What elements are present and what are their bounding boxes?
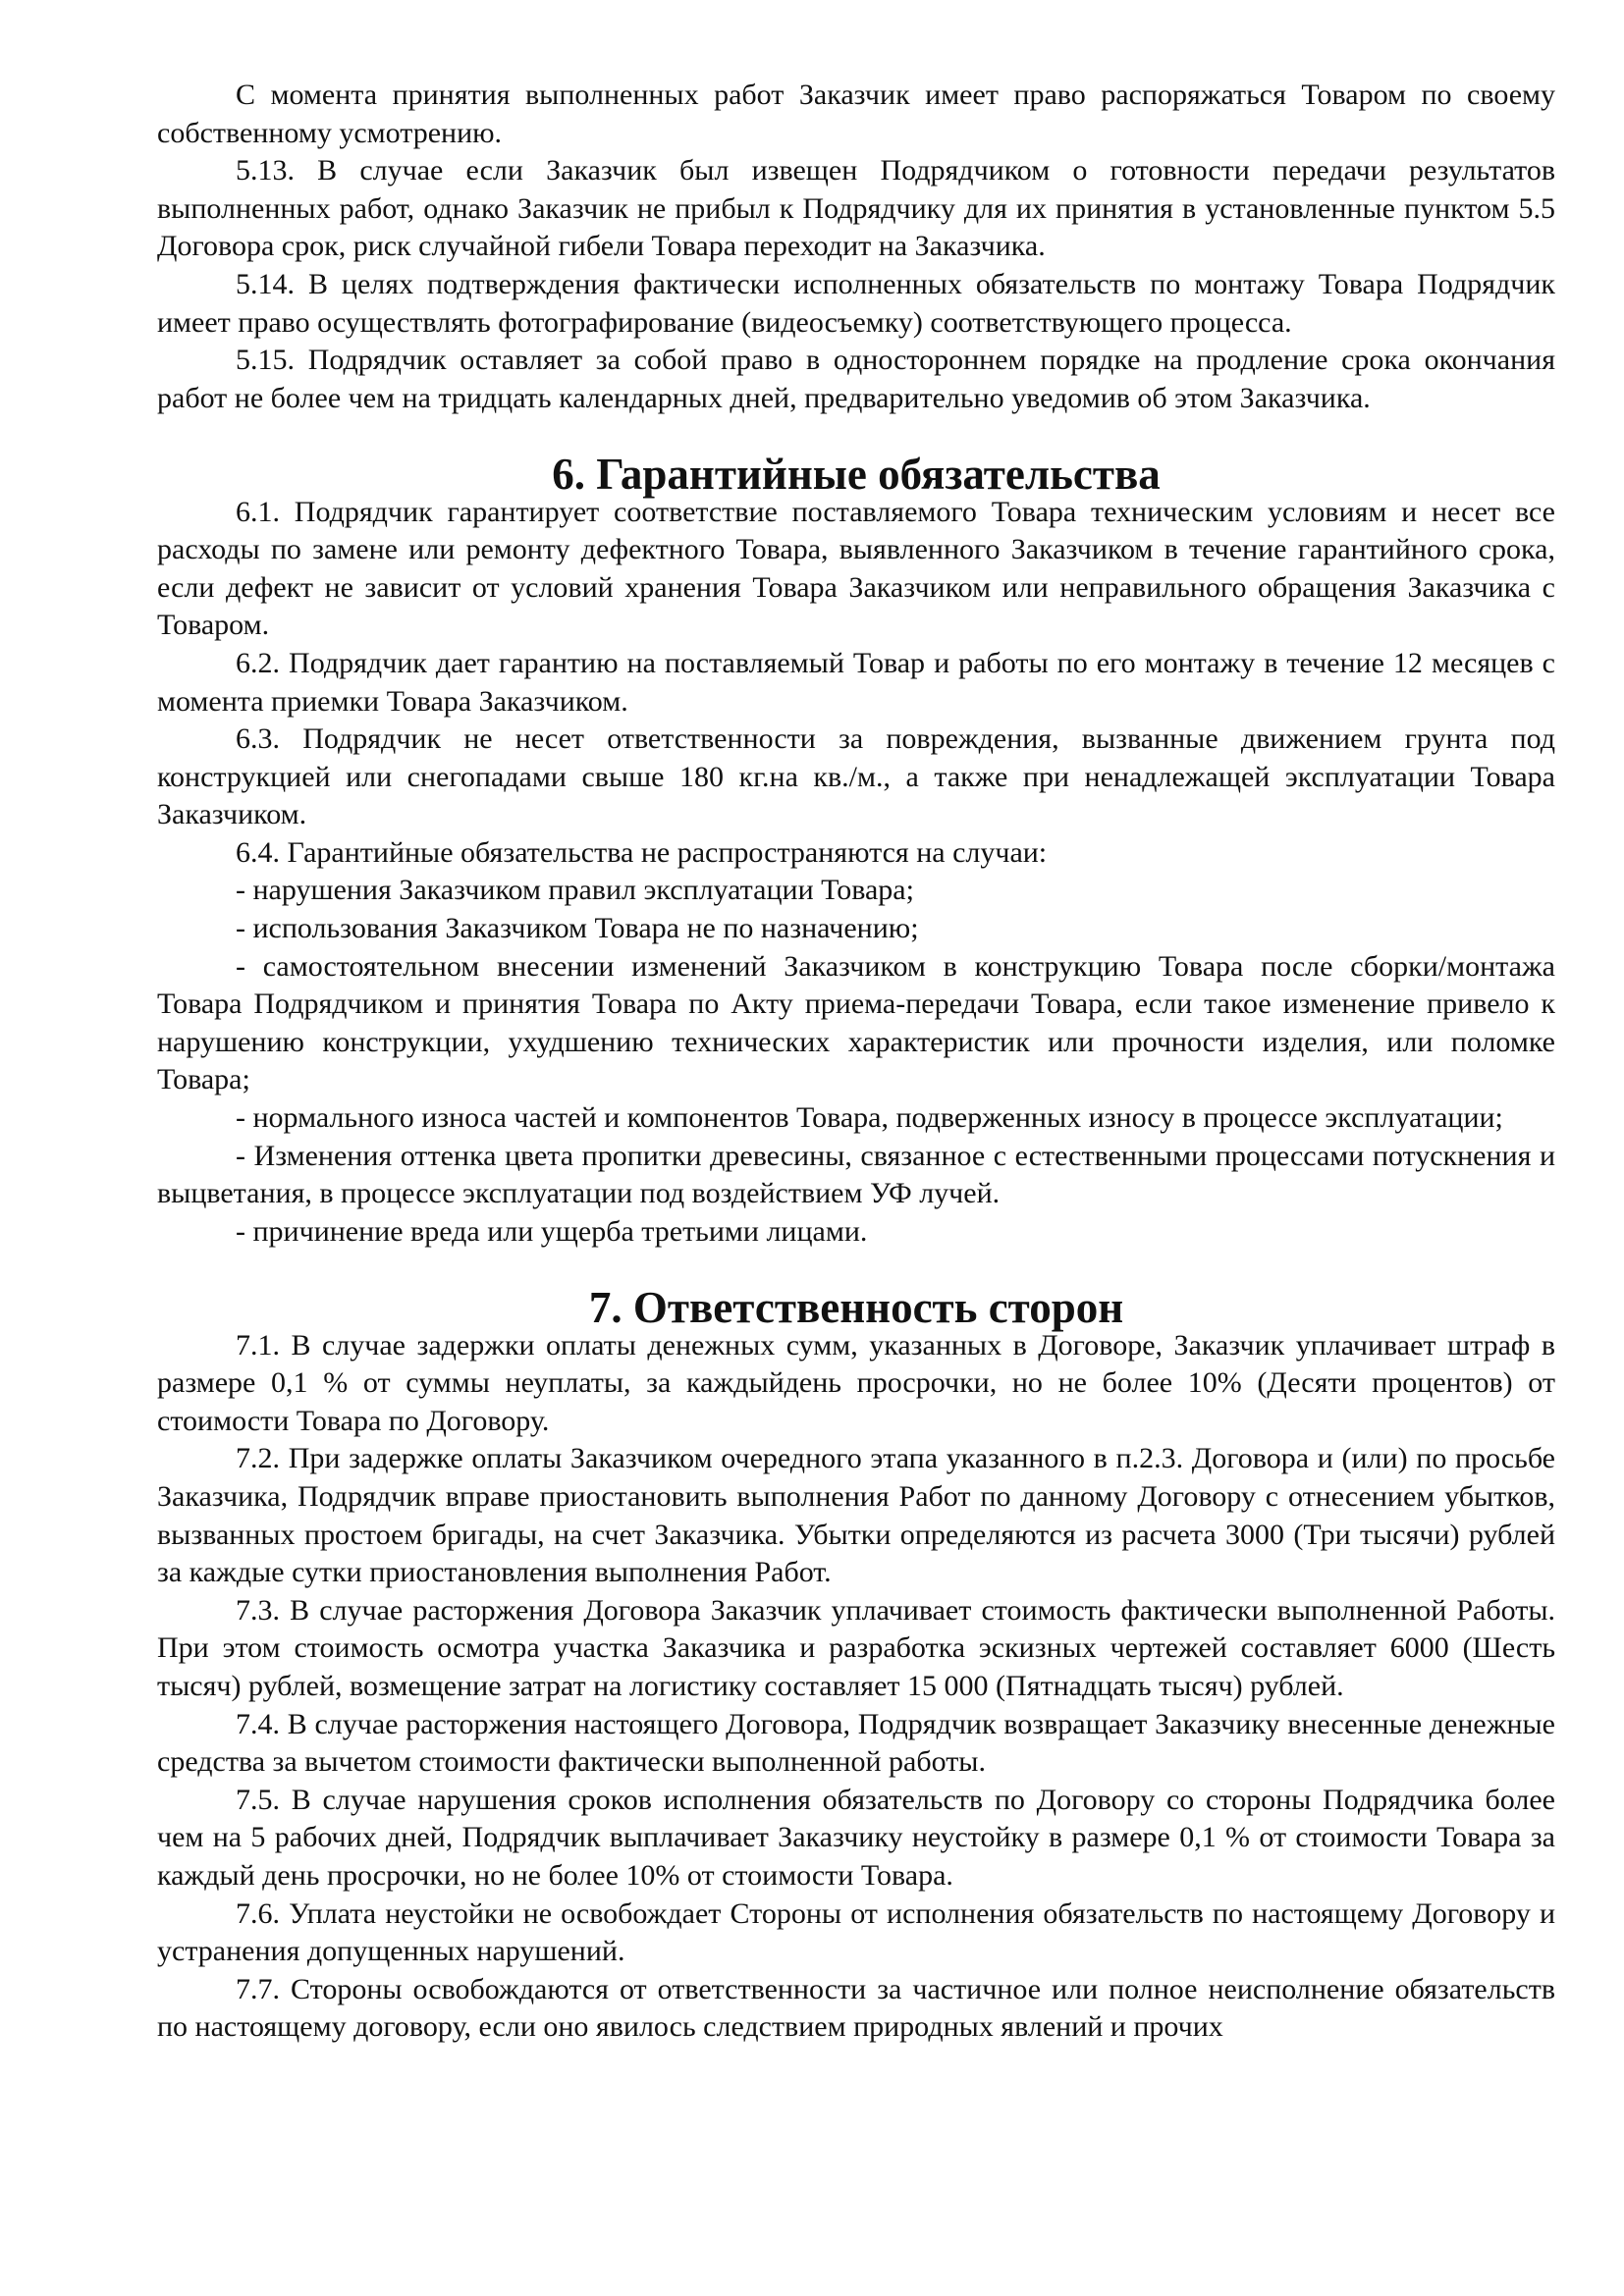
paragraph-5-14: 5.14. В целях подтверждения фактически исполненных обязательств по монтажу Товара Подрядчик имеет право осуществлять фотографирование (видеосъемку) соответствующего процесса. <box>157 267 1555 339</box>
paragraph-7-4: 7.4. В случае расторжения настоящего Договора, Подрядчик возвращает Заказчику внесенные денежные средства за вычетом стоимости фактически выполненной работы. <box>157 1707 1555 1779</box>
document-page <box>157 77 1555 2047</box>
paragraph-6-1: 6.1. Подрядчик гарантирует соответствие поставляемого Товара техническим условиям и несет все расходы по замене или ремонту дефектного Товара, выявленного Заказчиком в течение гарантийного срока, если дефект не зависит от условий хранения Товара Заказчиком или неправильного обращения Заказчика с Товаром. <box>157 495 1555 642</box>
paragraph-5-15: 5.15. Подрядчик оставляет за собой право в одностороннем порядке на продление срока окончания работ не более чем на тридцать календарных дней, предварительно уведомив об этом Заказчика. <box>157 344 1555 414</box>
section-7-heading: 7. Ответственность сторон <box>588 1283 1124 1332</box>
paragraph-7-5: 7.5. В случае нарушения сроков исполнения обязательств по Договору со стороны Подрядчика более чем на 5 рабочих дней, Подрядчик выплачивает Заказчику неустойку в размере 0,1 % от стоимости Товара за каждый день просрочки, но не более 10% от стоимости Товара. <box>157 1783 1555 1892</box>
list-item-6-4-d: - нормального износа частей и компонентов Товара, подверженных износу в процессе эксплуатации; <box>236 1101 1503 1135</box>
list-item-6-4-a: - нарушения Заказчиком правил эксплуатации Товара; <box>236 874 914 907</box>
paragraph-7-6: 7.6. Уплата неустойки не освобождает Стороны от исполнения обязательств по настоящему Договору и устранения допущенных нарушений. <box>157 1896 1555 1968</box>
paragraph-5-12-cont: С момента принятия выполненных работ Заказчик имеет право распоряжаться Товаром по своему собственному усмотрению. <box>157 79 1555 149</box>
paragraph-5-13: 5.13. В случае если Заказчик был извещен Подрядчиком о готовности передачи результатов выполненных работ, однако Заказчик не прибыл к Подрядчику для их принятия в установленные пунктом 5.5 Договора срок, риск случайной гибели Товара переходит на Заказчика. <box>157 154 1555 263</box>
list-item-6-4-e: - Изменения оттенка цвета пропитки древесины, связанное с естественными процессами потускнения и выцветания, в процессе эксплуатации под воздействием УФ лучей. <box>157 1139 1555 1210</box>
paragraph-7-1: 7.1. В случае задержки оплаты денежных сумм, указанных в Договоре, Заказчик уплачивает штраф в размере 0,1 % от суммы неуплаты, за каждыйдень просрочки, но не более 10% (Десяти процентов) от стоимости Товара по Договору. <box>157 1328 1555 1437</box>
paragraph-7-2: 7.2. При задержке оплаты Заказчиком очередного этапа указанного в п.2.3. Договора и (или) по просьбе Заказчика, Подрядчик вправе приостановить выполнения Работ по данному Договору с отнесением убытков, вызванных простоем бригады, на счет Заказчика. Убытки определяются из расчета 3000 (Три тысячи) рублей за каждые сутки приостановления выполнения Работ. <box>157 1442 1555 1589</box>
section-6-heading: 6. Гарантийные обязательства <box>552 449 1161 499</box>
list-item-6-4-b: - использования Заказчиком Товара не по назначению; <box>236 912 919 945</box>
list-item-6-4-f: - причинение вреда или ущерба третьими лицами. <box>236 1214 868 1248</box>
list-item-6-4-c: - самостоятельном внесении изменений Заказчиком в конструкцию Товара после сборки/монтажа Товара Подрядчиком и принятия Товара по Акту приема-передачи Товара, если такое изменение привело к нарушению конструкции, ухудшению технических характеристик или прочности изделия, или поломке Товара; <box>157 949 1555 1096</box>
paragraph-7-3: 7.3. В случае расторжения Договора Заказчик уплачивает стоимость фактически выполненной Работы. При этом стоимость осмотра участка Заказчика и разработка эскизных чертежей составляет 6000 (Шесть тысяч) рублей, возмещение затрат на логистику составляет 15 000 (Пятнадцать тысяч) рублей. <box>157 1593 1555 1702</box>
paragraph-6-4: 6.4. Гарантийные обязательства не распространяются на случаи: <box>236 835 1048 869</box>
paragraph-6-2: 6.2. Подрядчик дает гарантию на поставляемый Товар и работы по его монтажу в течение 12 месяцев с момента приемки Товара Заказчиком. <box>157 646 1555 718</box>
paragraph-7-7: 7.7. Стороны освобождаются от ответственности за частичное или полное неисполнение обязательств по настоящему договору, если оно явилось следствием природных явлений и прочих <box>157 1972 1555 2044</box>
paragraph-6-3: 6.3. Подрядчик не несет ответственности за повреждения, вызванные движением грунта под конструкцией или снегопадами свыше 180 кг.на кв./м., а также при ненадлежащей эксплуатации Товара Заказчиком. <box>157 722 1555 831</box>
